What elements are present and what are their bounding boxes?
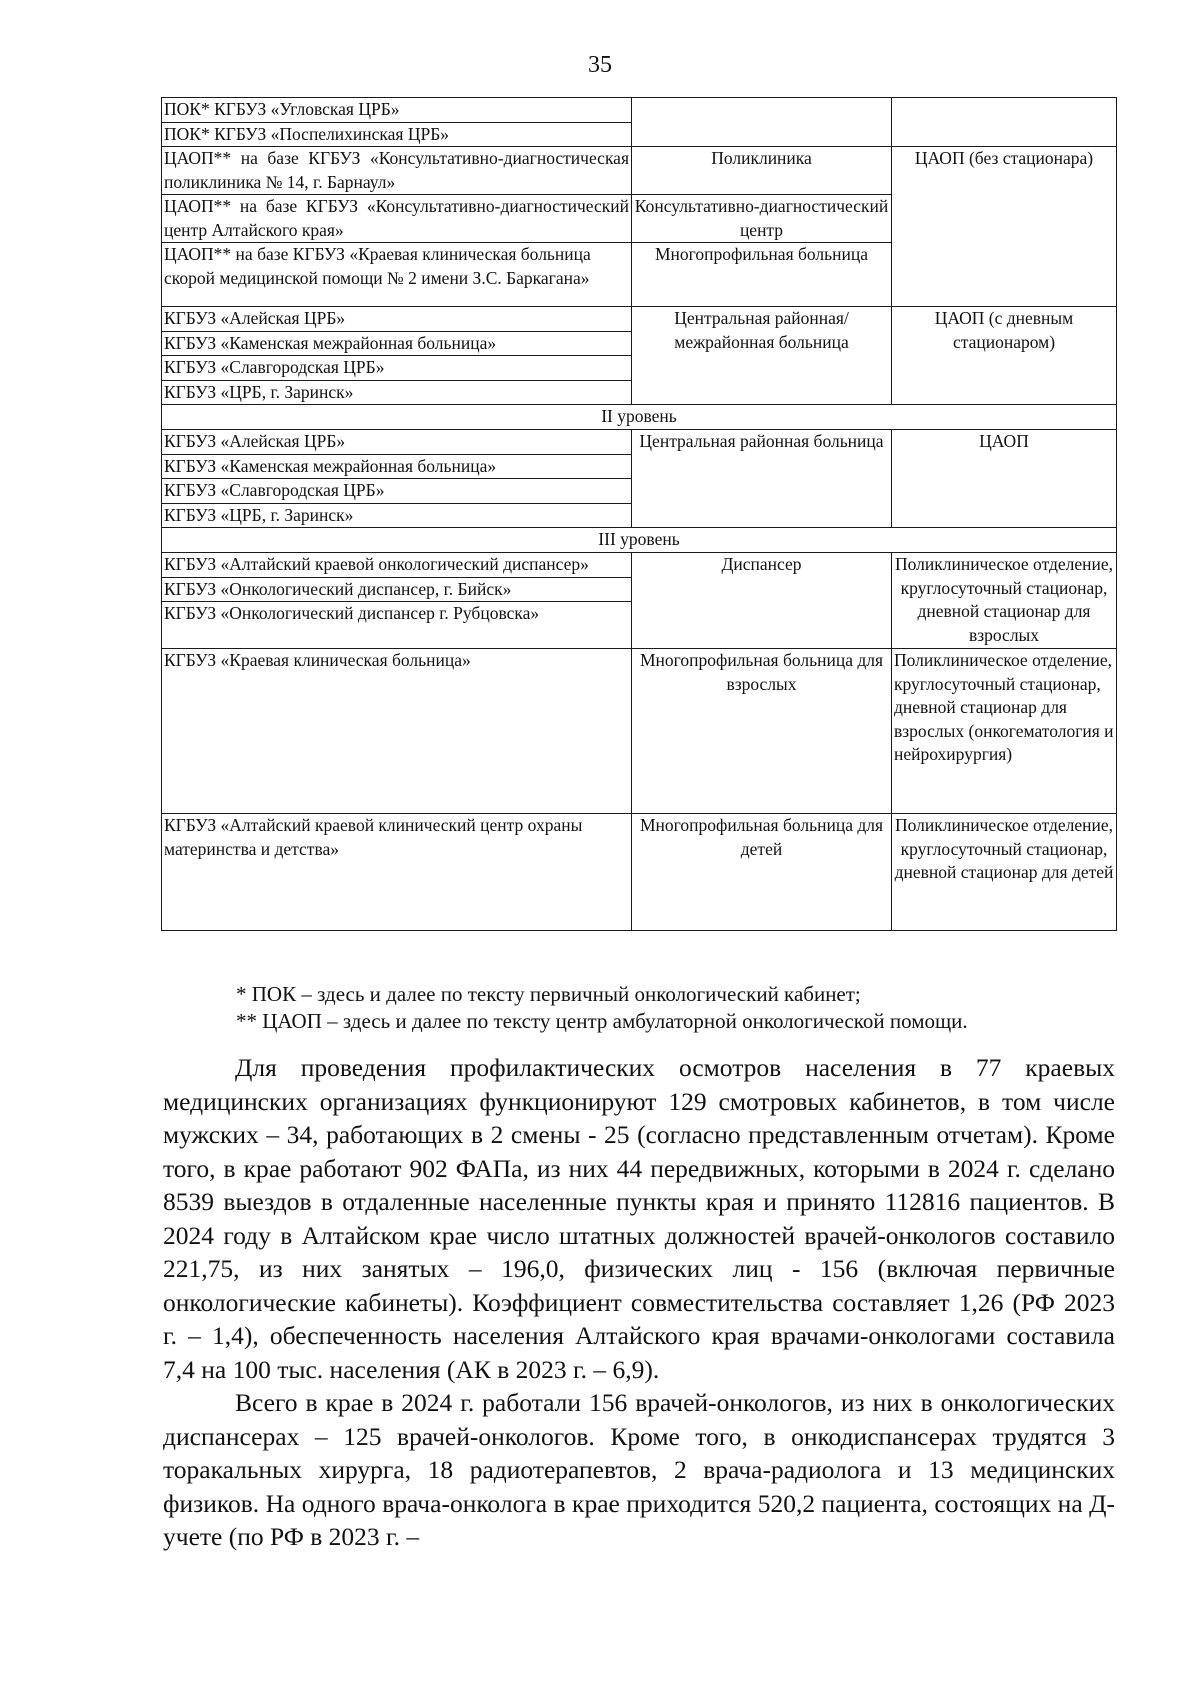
org-cell: КГБУЗ «ЦРБ, г. Заринск»	[162, 503, 632, 528]
org-cell: ПОК* КГБУЗ «Угловская ЦРБ»	[162, 98, 632, 123]
level-cell: Поликлиническое отделение, круглосуточный стационар, дневной стационар для взрослых	[892, 553, 1117, 649]
level-cell: ЦАОП (без стационара)	[892, 147, 1117, 307]
type-cell	[632, 98, 892, 147]
level-cell: Поликлиническое отделение, круглосуточный стационар, дневной стационар для детей	[892, 814, 1117, 931]
level-2-heading: II уровень	[162, 405, 1117, 430]
footnote-pok: * ПОК – здесь и далее по тексту первичный онкологический кабинет;	[236, 982, 861, 1006]
level-cell: ЦАОП (с дневным стационаром)	[892, 307, 1117, 405]
org-cell: КГБУЗ «Алтайский краевой клинический центр охраны материнства и детства»	[162, 814, 632, 931]
level-heading-row	[162, 528, 1117, 553]
level-cell: Поликлиническое отделение, круглосуточный стационар, дневной стационар для взрослых (онкогематология и нейрохирургия)	[892, 649, 1117, 814]
type-cell: Центральная районная больница	[632, 430, 892, 528]
table-row	[162, 430, 1117, 455]
type-cell: Центральная районная/межрайонная больница	[632, 307, 892, 405]
table-row	[162, 814, 1117, 931]
org-cell: КГБУЗ «Алтайский краевой онкологический диспансер»	[162, 553, 632, 578]
level-cell	[892, 98, 1117, 147]
level-3-heading: III уровень	[162, 528, 1117, 553]
table-row	[162, 307, 1117, 332]
type-cell: Многопрофильная больница	[632, 243, 892, 307]
org-cell: ЦАОП** на базе КГБУЗ «Краевая клиническая больница скорой медицинской помощи № 2 имени З.С. Баркагана»	[162, 243, 632, 307]
type-cell: Многопрофильная больница для взрослых	[632, 649, 892, 814]
level-heading-row	[162, 405, 1117, 430]
footnote-caop: ** ЦАОП – здесь и далее по тексту центр амбулаторной онкологической помощи.	[236, 1009, 968, 1033]
type-cell: Поликлиника	[632, 147, 892, 195]
org-cell: КГБУЗ «Славгородская ЦРБ»	[162, 356, 632, 381]
page-number: 35	[588, 52, 612, 78]
org-cell: ЦАОП** на базе КГБУЗ «Консультативно-диагностическая поликлиника № 14, г. Барнаул»	[162, 147, 632, 195]
table-row	[162, 553, 1117, 578]
table-row	[162, 649, 1117, 814]
org-cell: КГБУЗ «Каменская межрайонная больница»	[162, 454, 632, 479]
level-cell: ЦАОП	[892, 430, 1117, 528]
org-cell: ПОК* КГБУЗ «Поспелихинская ЦРБ»	[162, 122, 632, 147]
table-row	[162, 147, 1117, 195]
org-cell: КГБУЗ «Алейская ЦРБ»	[162, 430, 632, 455]
type-cell: Диспансер	[632, 553, 892, 649]
org-cell: КГБУЗ «Славгородская ЦРБ»	[162, 479, 632, 504]
table-row	[162, 98, 1117, 123]
paragraph: Для проведения профилактических осмотров населения в 77 краевых медицинских организациях функционируют 129 смотровых кабинетов, в том числе мужских – 34, работающих в 2 смены - 25 (согласно представленным отчетам). Кроме того, в крае работают 902 ФАПа, из них 44 передвижных, которыми в 2024 г. сделано 8539 выездов в отдаленные населенные пункты края и принято 112816 пациентов. В 2024 году в Алтайском крае число штатных должностей врачей-онкологов составило 221,75, из них занятых – 196,0, физических лиц - 156 (включая первичные онкологические кабинеты). Коэффициент совместительства составляет 1,26 (РФ 2023 г. – 1,4), обеспеченность населения Алтайского края врачами-онкологами составила 7,4 на 100 тыс. населения (АК в 2023 г. – 6,9).	[163, 1053, 1115, 1384]
org-cell: КГБУЗ «Алейская ЦРБ»	[162, 307, 632, 332]
org-cell: КГБУЗ «Онкологический диспансер, г. Бийск»	[162, 577, 632, 602]
type-cell: Многопрофильная больница для детей	[632, 814, 892, 931]
oncology-organizations-table	[161, 97, 1117, 931]
paragraph: Всего в крае в 2024 г. работали 156 врачей-онкологов, из них в онкологических диспансерах – 125 врачей-онкологов. Кроме того, в онкодиспансерах трудятся 3 торакальных хирурга, 18 радиотерапевтов, 2 врача-радиолога и 13 медицинских физиков. На одного врача-онколога в крае приходится 520,2 пациента, состоящих на Д-учете (по РФ в 2023 г. –	[163, 1388, 1115, 1551]
org-cell: КГБУЗ «Онкологический диспансер г. Рубцовска»	[162, 602, 632, 649]
org-cell: КГБУЗ «Краевая клиническая больница»	[162, 649, 632, 814]
body-text	[163, 1051, 1115, 1554]
org-cell: КГБУЗ «Каменская межрайонная больница»	[162, 331, 632, 356]
type-cell: Консультативно-диагностический центр	[632, 195, 892, 243]
org-cell: ЦАОП** на базе КГБУЗ «Консультативно-диагностический центр Алтайского края»	[162, 195, 632, 243]
org-cell: КГБУЗ «ЦРБ, г. Заринск»	[162, 380, 632, 405]
